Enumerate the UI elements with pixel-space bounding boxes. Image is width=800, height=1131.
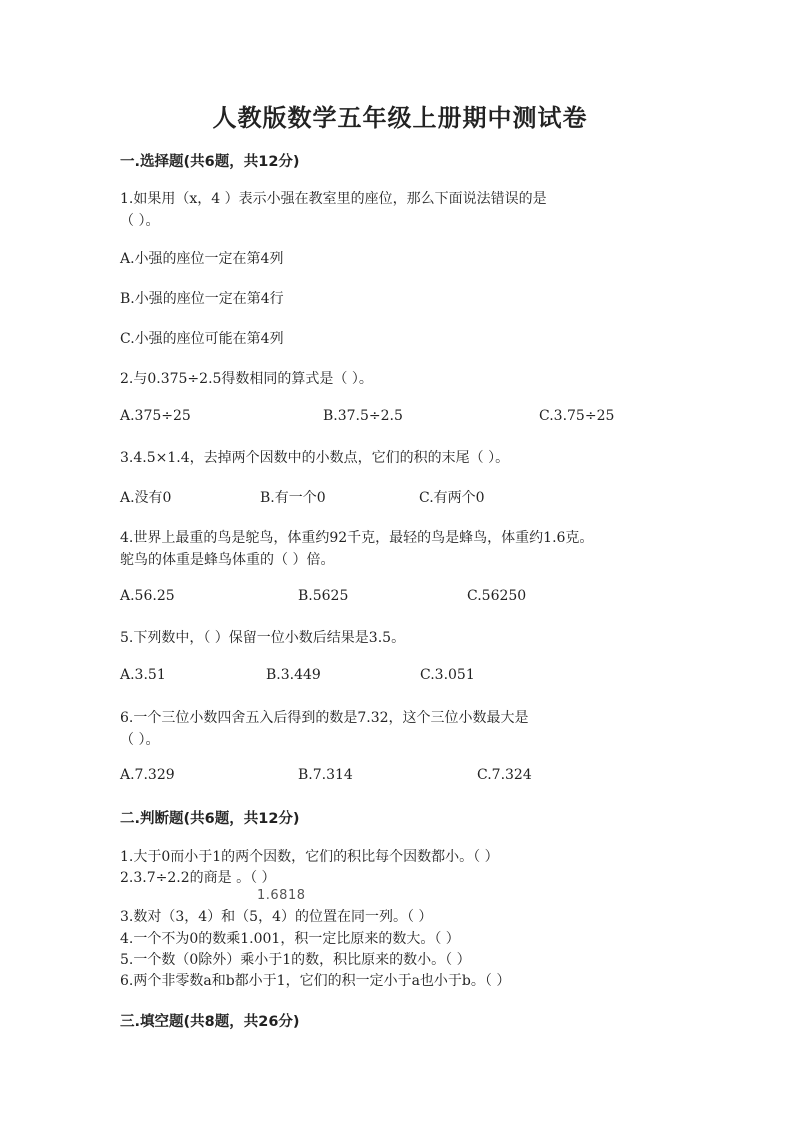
question-3-option-c: C.有两个0 [419,490,485,506]
question-2-option-c: C.3.75÷25 [539,408,615,424]
page-title: 人教版数学五年级上册期中测试卷 [212,103,588,132]
question-4-option-a: A.56.25 [120,588,175,604]
question-2-text: 2.与0.375÷2.5得数相同的算式是（ ）。 [120,371,373,387]
section-heading-fill: 三.填空题(共8题，共26分) [120,1014,300,1030]
question-2-option-b: B.37.5÷2.5 [323,408,403,424]
judge-3: 3.数对（3，4）和（5，4）的位置在同一列。（ ） [120,909,433,925]
judge-5: 5.一个数（0除外）乘小于1的数，积比原来的数小。（ ） [120,952,471,968]
question-2-option-a: A.375÷25 [120,408,191,424]
question-6-option-b: B.7.314 [298,767,353,783]
question-1-line-2: （ ）。 [120,213,160,229]
judge-2: 2.3.7÷2.2的商是 。（ ） [120,870,276,886]
judge-1: 1.大于0而小于1的两个因数，它们的积比每个因数都小。（ ） [120,849,499,865]
judge-6: 6.两个非零数a和b都小于1，它们的积一定小于a也小于b。（ ） [120,973,511,989]
judge-4: 4.一个不为0的数乘1.001，积一定比原来的数大。（ ） [120,931,460,947]
question-3-option-b: B.有一个0 [260,490,326,506]
section-heading-judge: 二.判断题(共6题，共12分) [120,811,300,827]
question-1-option-c: C.小强的座位可能在第4列 [120,331,284,347]
question-6-option-a: A.7.329 [120,767,175,783]
question-6-line-2: （ ）。 [120,732,160,748]
question-5-option-b: B.3.449 [266,667,321,683]
question-4-option-b: B.5625 [298,588,349,604]
question-3-text: 3.4.5×1.4，去掉两个因数中的小数点，它们的积的末尾（ ）。 [120,450,510,466]
section-heading-choice: 一.选择题(共6题，共12分) [120,154,300,170]
question-5-option-a: A.3.51 [120,667,166,683]
question-4-line-2: 鸵鸟的体重是蜂鸟体重的（ ）倍。 [120,552,335,568]
question-6-option-c: C.7.324 [477,767,532,783]
question-5-text: 5.下列数中，（ ）保留一位小数后结果是3.5。 [120,630,406,646]
question-1-line-1: 1.如果用（x，4 ）表示小强在教室里的座位，那么下面说法错误的是 [120,191,547,207]
question-1-option-a: A.小强的座位一定在第4列 [120,251,284,267]
question-6-line-1: 6.一个三位小数四舍五入后得到的数是7.32，这个三位小数最大是 [120,710,529,726]
question-4-option-c: C.56250 [467,588,527,604]
question-3-option-a: A.没有0 [120,490,172,506]
question-1-option-b: B.小强的座位一定在第4行 [120,291,284,307]
handwritten-answer: 1.6818 [257,888,306,903]
question-5-option-c: C.3.051 [420,667,475,683]
question-4-line-1: 4.世界上最重的鸟是鸵鸟，体重约92千克，最轻的鸟是蜂鸟，体重约1.6克。 [120,530,594,546]
